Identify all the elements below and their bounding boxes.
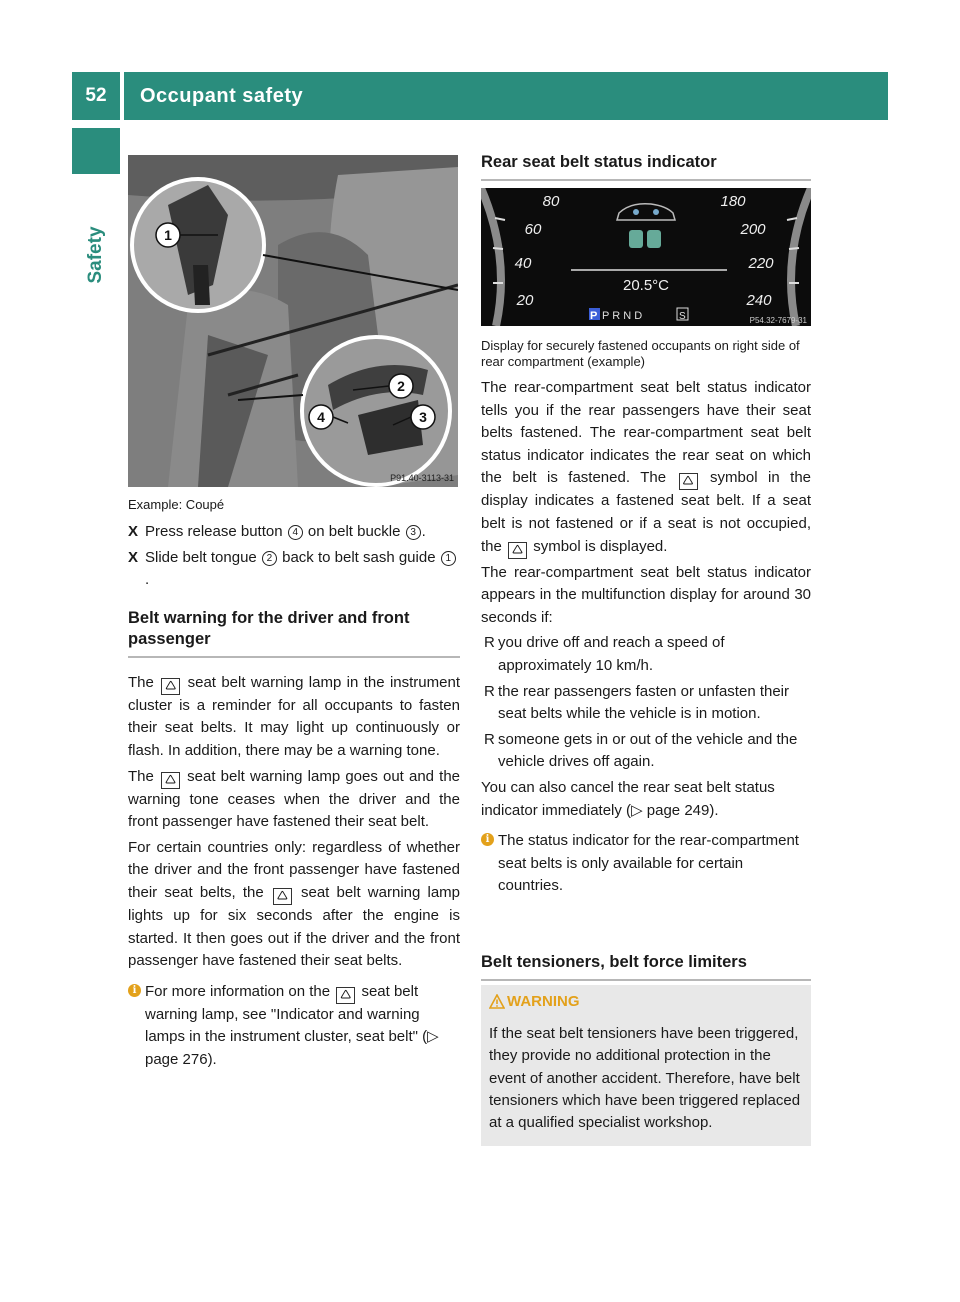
svg-text:P: P [590, 310, 598, 322]
paragraph-cancel: You can also cancel the rear seat belt status indicator immediately (▷ page 249). [481, 778, 775, 819]
seatbelt-icon: 🛆 [161, 678, 180, 695]
section-label: Safety [85, 226, 106, 284]
page-ref-arrow-icon: ▷ [427, 1028, 439, 1046]
seatbelt-icon: 🛆 [336, 987, 355, 1004]
paragraph-warning-lamp: The 🛆 seat belt warning lamp in the instrument cluster is a reminder for all occupants to fasten their seat belts. It may light up continuously or flash. In addition, there may be a warning tone. [128, 673, 460, 759]
callout-1: 1 [164, 227, 172, 243]
warning-text: If the seat belt tensioners have been triggered, they provide no additional protection in the event of another accident. Therefore, have belt tensioners which have been triggered replaced at a qualified specialist workshop. [489, 1025, 801, 1132]
figure-caption: Example: Coupé [128, 497, 225, 512]
svg-text:P54.32-7679-31: P54.32-7679-31 [749, 316, 807, 325]
gear-indicator: P R N D [602, 310, 643, 322]
warning-title: WARNING [507, 993, 580, 1010]
section-tab-marker [72, 128, 120, 174]
header-divider [120, 72, 124, 120]
page-title: Occupant safety [140, 85, 304, 107]
page-number: 52 [85, 85, 107, 106]
warning-box [481, 985, 811, 1146]
car-top-icon [617, 204, 675, 220]
seatbelt-icon: 🛆 [161, 772, 180, 789]
info-icon: i [481, 833, 494, 846]
seatbelt-icon: 🛆 [273, 888, 292, 905]
svg-text:180: 180 [720, 193, 746, 210]
callout-4: 4 [317, 409, 325, 425]
paragraph-lamp-off: The 🛆 seat belt warning lamp goes out and the warning tone ceases when the driver and the front passenger have fastened their seat belt. [128, 767, 461, 831]
instrument-cluster-image [481, 188, 811, 326]
callout-3: 3 [419, 409, 427, 425]
callout-2: 2 [397, 378, 405, 394]
paragraph-appears: The rear-compartment seat belt status indicator appears in the multifunction display for around 30 seconds if: [481, 563, 811, 626]
step-press-release: X Press release button 4 on belt buckle 3 . [128, 523, 426, 540]
paragraph-status-indicator: The rear-compartment seat belt status indicator tells you if the rear passengers have their seat belts fastened. The rear-compartment seat belt status indicator indicates the rear seat on which the belt is fastened. The 🛆 symbol in the display indicates a fastened seat belt. If a seat belt is not fastened or if a seat is not occupied, the 🛆 symbol is displayed. [481, 377, 811, 559]
right-column [481, 338, 811, 901]
bullet-item: R the rear passengers fasten or unfasten their seat belts while the vehicle is in motion. [484, 682, 790, 723]
left-column [128, 497, 460, 1075]
bullet-item: R you drive off and reach a speed of approximately 10 km/h. [484, 634, 725, 674]
info-note-right: i The status indicator for the rear-compartment seat belts is only available for certain countries. [481, 830, 811, 898]
temperature-readout: 20.5°C [622, 277, 670, 294]
info-icon: i [128, 984, 141, 997]
svg-text:200: 200 [740, 221, 766, 238]
info-note-left: i For more information on the 🛆 seat belt warning lamp, see "Indicator and warning lamps in the instrument cluster, seat belt" (▷ page 276). [128, 981, 460, 1072]
coupe-seatbelt-figure [128, 155, 458, 487]
fastened-belt-icon: 🛆 [679, 473, 698, 490]
unfastened-belt-icon: 🛆 [508, 542, 527, 559]
step-slide-tongue: X Slide belt tongue 2 back to belt sash guide 1. [128, 547, 460, 592]
svg-text:40: 40 [514, 255, 532, 272]
svg-text:220: 220 [748, 255, 774, 272]
right-heading-2: Belt tensioners, belt force limiters [481, 952, 811, 981]
svg-text:20: 20 [516, 292, 534, 309]
page-ref-arrow-icon: ▷ [631, 801, 643, 819]
svg-text:240: 240 [746, 292, 772, 309]
svg-text:80: 80 [542, 193, 560, 210]
svg-text:60: 60 [524, 221, 542, 238]
bullet-item: R someone gets in or out of the vehicle and the vehicle drives off again. [484, 730, 798, 771]
right-heading-1: Rear seat belt status indicator [481, 152, 811, 181]
heading-belt-warning: Belt warning for the driver and front passenger [128, 608, 460, 658]
paragraph-certain-countries: For certain countries only: regardless of whether the driver and the front passenger have fastened their seat belts, the 🛆 seat belt warning lamp lights up for six seconds after the engine is started. It then goes out if the driver and the front passenger have fastened their seat belts. [128, 838, 460, 970]
figure-code: P91.40-3113-31 [390, 473, 454, 483]
cluster-caption: Display for securely fastened occupants on right side of rear compartment (example) [481, 338, 800, 369]
warning-triangle-icon [489, 994, 505, 1009]
svg-text:S: S [679, 311, 686, 322]
